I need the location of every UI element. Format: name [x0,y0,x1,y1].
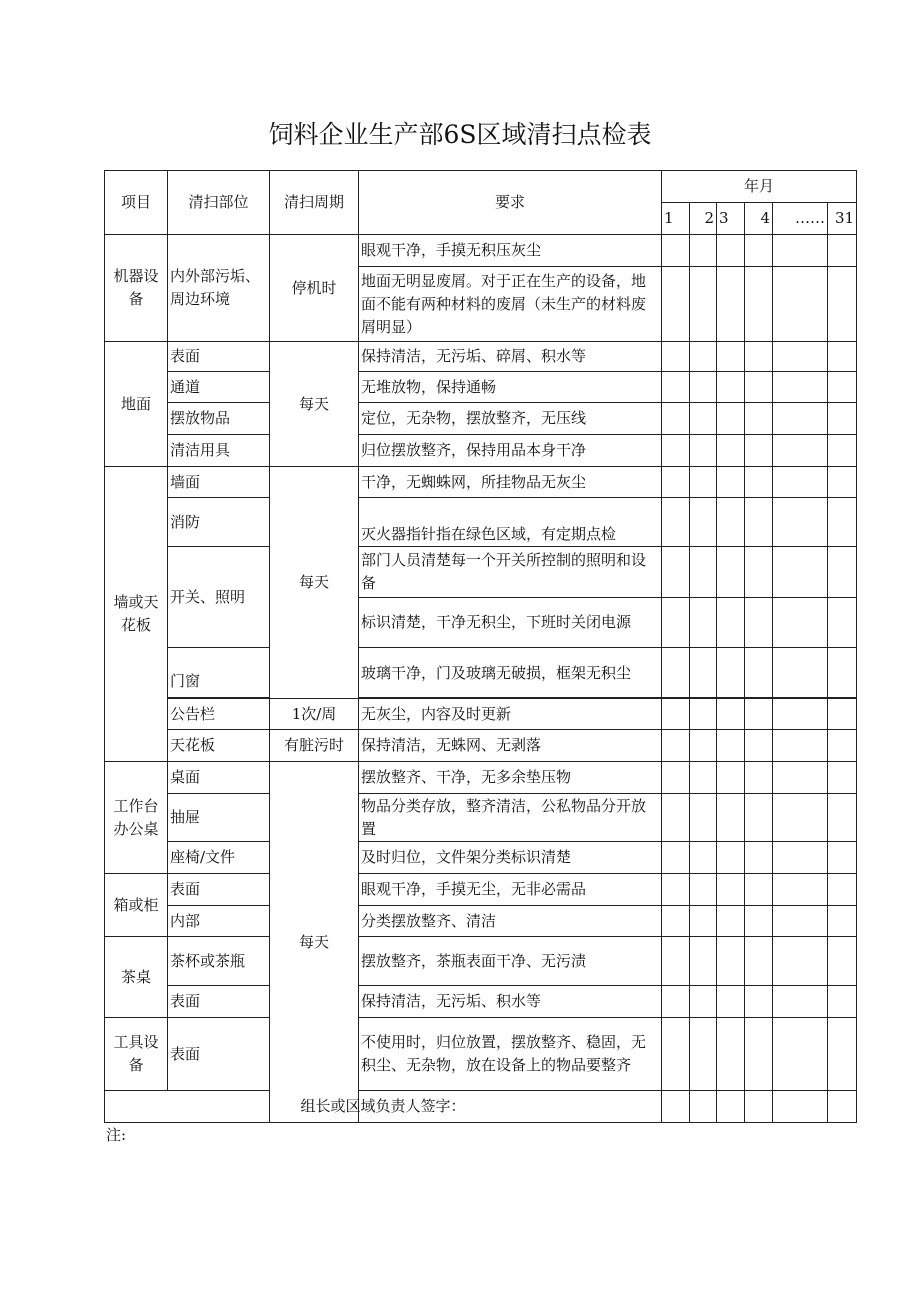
check-cell[interactable] [662,794,690,842]
check-cell[interactable] [717,467,745,498]
signature-cell[interactable] [717,1091,745,1123]
check-cell[interactable] [690,874,717,906]
check-cell[interactable] [745,342,773,372]
requirement-cell: 部门人员清楚每一个开关所控制的照明和设备 [359,547,662,598]
signature-cell[interactable] [828,1091,857,1123]
header-item: 项目 [105,171,168,235]
header-cycle: 清扫周期 [270,171,359,235]
part-cell: 墙面 [168,467,270,498]
check-cell[interactable] [773,467,828,498]
part-cell: 表面 [168,342,270,372]
check-cell[interactable] [690,235,717,267]
part-cell: 桌面 [168,762,270,794]
signature-label: 组长或区域负责人签字： [105,1091,662,1123]
check-cell[interactable] [745,435,773,467]
check-cell[interactable] [717,906,745,937]
check-cell[interactable] [717,699,745,730]
part-cell: 通道 [168,372,270,403]
check-cell[interactable] [745,906,773,937]
requirement-cell: 玻璃干净，门及玻璃无破损，框架无积尘 [359,648,662,698]
check-cell[interactable] [717,435,745,467]
check-cell[interactable] [828,1018,857,1091]
check-cell[interactable] [717,730,745,762]
day-header: 2 [690,203,717,235]
check-cell[interactable] [662,906,690,937]
check-cell[interactable] [828,648,857,698]
requirement-cell: 分类摆放整齐、清洁 [359,906,662,937]
check-cell[interactable] [828,372,857,403]
requirement-cell: 定位，无杂物，摆放整齐，无压线 [359,403,662,435]
check-cell[interactable] [717,986,745,1018]
check-cell[interactable] [690,937,717,986]
cycle-cell: 1次/周 [270,699,359,730]
check-cell[interactable] [828,986,857,1018]
check-cell[interactable] [662,342,690,372]
check-cell[interactable] [773,906,828,937]
check-cell[interactable] [662,467,690,498]
check-cell[interactable] [773,699,828,730]
check-cell[interactable] [828,235,857,267]
check-cell[interactable] [745,598,773,648]
check-cell[interactable] [828,937,857,986]
check-cell[interactable] [773,937,828,986]
requirement-cell: 标识清楚，干净无积尘，下班时关闭电源 [359,598,662,648]
check-cell[interactable] [745,699,773,730]
requirement-cell: 地面无明显废屑。对于正在生产的设备，地面不能有两种材料的废屑（未生产的材料废屑明显） [359,267,662,342]
check-cell[interactable] [662,267,690,342]
check-cell[interactable] [690,342,717,372]
check-cell[interactable] [773,403,828,435]
check-cell[interactable] [662,986,690,1018]
group-item-wall: 墙或天花板 [105,467,168,762]
check-cell[interactable] [773,730,828,762]
check-cell[interactable] [773,267,828,342]
check-cell[interactable] [745,762,773,794]
header-year-month: 年月 [662,171,857,203]
group-item-floor: 地面 [105,342,168,467]
check-cell[interactable] [773,235,828,267]
check-cell[interactable] [690,842,717,874]
check-cell[interactable] [717,598,745,648]
check-cell[interactable] [745,547,773,598]
signature-cell[interactable] [690,1091,717,1123]
check-cell[interactable] [828,842,857,874]
check-cell[interactable] [690,648,717,698]
signature-cell[interactable] [773,1091,828,1123]
part-cell: 内部 [168,906,270,937]
part-cell: 门窗 [168,648,270,698]
check-cell[interactable] [828,699,857,730]
check-cell[interactable] [773,874,828,906]
check-cell[interactable] [745,937,773,986]
check-cell[interactable] [745,794,773,842]
check-cell[interactable] [773,648,828,698]
check-cell[interactable] [828,598,857,648]
group-item-desk: 工作台办公桌 [105,762,168,874]
part-cell: 公告栏 [168,699,270,730]
check-cell[interactable] [662,498,690,547]
check-cell[interactable] [717,937,745,986]
check-cell[interactable] [690,547,717,598]
check-cell[interactable] [717,372,745,403]
check-cell[interactable] [662,372,690,403]
check-cell[interactable] [690,1018,717,1091]
check-cell[interactable] [662,842,690,874]
signature-cell[interactable] [745,1091,773,1123]
check-cell[interactable] [828,730,857,762]
part-cell: 表面 [168,874,270,906]
day-header: …… [773,203,828,235]
check-cell[interactable] [828,403,857,435]
check-cell[interactable] [745,267,773,342]
check-cell[interactable] [828,874,857,906]
check-cell[interactable] [690,730,717,762]
check-cell[interactable] [717,794,745,842]
check-cell[interactable] [773,498,828,547]
note-label: 注: [106,1126,127,1144]
check-cell[interactable] [745,235,773,267]
requirement-cell: 无堆放物，保持通畅 [359,372,662,403]
check-cell[interactable] [773,547,828,598]
check-cell[interactable] [828,762,857,794]
check-cell[interactable] [662,699,690,730]
part-cell: 天花板 [168,730,270,762]
day-header: 3 [717,203,745,235]
group-item-cabinet: 箱或柜 [105,874,168,937]
check-cell[interactable] [745,648,773,698]
cycle-cell: 每天 [270,762,359,1123]
inspection-table [104,170,857,1123]
check-cell[interactable] [828,547,857,598]
group-item-tea-table: 茶桌 [105,937,168,1018]
check-cell[interactable] [828,467,857,498]
day-header: 4 [745,203,773,235]
part-cell: 摆放物品 [168,403,270,435]
signature-cell[interactable] [662,1091,690,1123]
check-cell[interactable] [662,435,690,467]
requirement-cell: 及时归位，文件架分类标识清楚 [359,842,662,874]
cycle-cell: 每天 [270,467,359,699]
part-cell: 内外部污垢、周边环境 [168,235,270,342]
check-cell[interactable] [662,598,690,648]
check-cell[interactable] [773,762,828,794]
check-cell[interactable] [745,467,773,498]
check-cell[interactable] [828,794,857,842]
requirement-cell: 保持清洁，无污垢、积水等 [359,986,662,1018]
check-cell[interactable] [773,598,828,648]
part-cell: 开关、照明 [168,547,270,648]
part-cell: 茶杯或茶瓶 [168,937,270,986]
check-cell[interactable] [745,842,773,874]
check-cell[interactable] [662,1018,690,1091]
check-cell[interactable] [745,1018,773,1091]
check-cell[interactable] [690,403,717,435]
check-cell[interactable] [662,547,690,598]
check-cell[interactable] [745,498,773,547]
requirement-cell: 灭火器指针指在绿色区域，有定期点检 [359,498,662,547]
page-title: 饲料企业生产部6S区域清扫点检表 [268,120,652,149]
check-cell[interactable] [717,648,745,698]
check-cell[interactable] [662,874,690,906]
check-cell[interactable] [690,467,717,498]
check-cell[interactable] [745,730,773,762]
check-cell[interactable] [662,403,690,435]
check-cell[interactable] [717,762,745,794]
check-cell[interactable] [745,986,773,1018]
check-cell[interactable] [662,762,690,794]
day-header: 1 [662,203,690,235]
check-cell[interactable] [717,342,745,372]
check-cell[interactable] [828,906,857,937]
check-cell[interactable] [690,372,717,403]
part-cell: 表面 [168,1018,270,1091]
part-cell: 座椅/文件 [168,842,270,874]
cycle-cell: 停机时 [270,235,359,342]
check-cell[interactable] [690,794,717,842]
check-cell[interactable] [773,342,828,372]
requirement-cell: 眼观干净，手摸无尘，无非必需品 [359,874,662,906]
check-cell[interactable] [773,372,828,403]
check-cell[interactable] [717,874,745,906]
check-cell[interactable] [773,986,828,1018]
check-cell[interactable] [690,598,717,648]
header-part: 清扫部位 [168,171,270,235]
check-cell[interactable] [745,372,773,403]
check-cell[interactable] [690,986,717,1018]
check-cell[interactable] [717,235,745,267]
check-cell[interactable] [690,498,717,547]
check-cell[interactable] [828,435,857,467]
check-cell[interactable] [717,498,745,547]
part-cell: 抽屉 [168,794,270,842]
requirement-cell: 无灰尘，内容及时更新 [359,699,662,730]
check-cell[interactable] [773,794,828,842]
check-cell[interactable] [773,1018,828,1091]
day-header: 31 [828,203,857,235]
requirement-cell: 保持清洁，无污垢、碎屑、积水等 [359,342,662,372]
requirement-cell: 眼观干净，手摸无积压灰尘 [359,235,662,267]
requirement-cell: 干净，无蜘蛛网，所挂物品无灰尘 [359,467,662,498]
requirement-cell: 物品分类存放，整齐清洁，公私物品分开放置 [359,794,662,842]
check-cell[interactable] [717,267,745,342]
check-cell[interactable] [717,1018,745,1091]
check-cell[interactable] [828,498,857,547]
check-cell[interactable] [745,403,773,435]
check-cell[interactable] [828,342,857,372]
part-cell: 清洁用具 [168,435,270,467]
requirement-cell: 归位摆放整齐，保持用品本身干净 [359,435,662,467]
check-cell[interactable] [773,435,828,467]
check-cell[interactable] [717,547,745,598]
check-cell[interactable] [690,699,717,730]
check-cell[interactable] [690,435,717,467]
check-cell[interactable] [662,937,690,986]
group-item-tool: 工具设备 [105,1018,168,1091]
cycle-cell: 每天 [270,342,359,467]
header-requirement: 要求 [359,171,662,235]
part-cell: 表面 [168,986,270,1018]
cycle-cell: 有脏污时 [270,730,359,762]
check-cell[interactable] [717,403,745,435]
check-cell[interactable] [828,267,857,342]
requirement-cell: 摆放整齐、干净，无多余垫压物 [359,762,662,794]
group-item-machine: 机器设备 [105,235,168,342]
check-cell[interactable] [662,730,690,762]
check-cell[interactable] [690,267,717,342]
check-cell[interactable] [662,648,690,698]
check-cell[interactable] [773,842,828,874]
requirement-cell: 不使用时，归位放置，摆放整齐、稳固，无积尘、无杂物，放在设备上的物品要整齐 [359,1018,662,1091]
check-cell[interactable] [717,842,745,874]
check-cell[interactable] [690,906,717,937]
check-cell[interactable] [662,235,690,267]
part-cell: 消防 [168,498,270,547]
requirement-cell: 摆放整齐，茶瓶表面干净、无污渍 [359,937,662,986]
requirement-cell: 保持清洁，无蛛网、无剥落 [359,730,662,762]
check-cell[interactable] [690,762,717,794]
check-cell[interactable] [745,874,773,906]
